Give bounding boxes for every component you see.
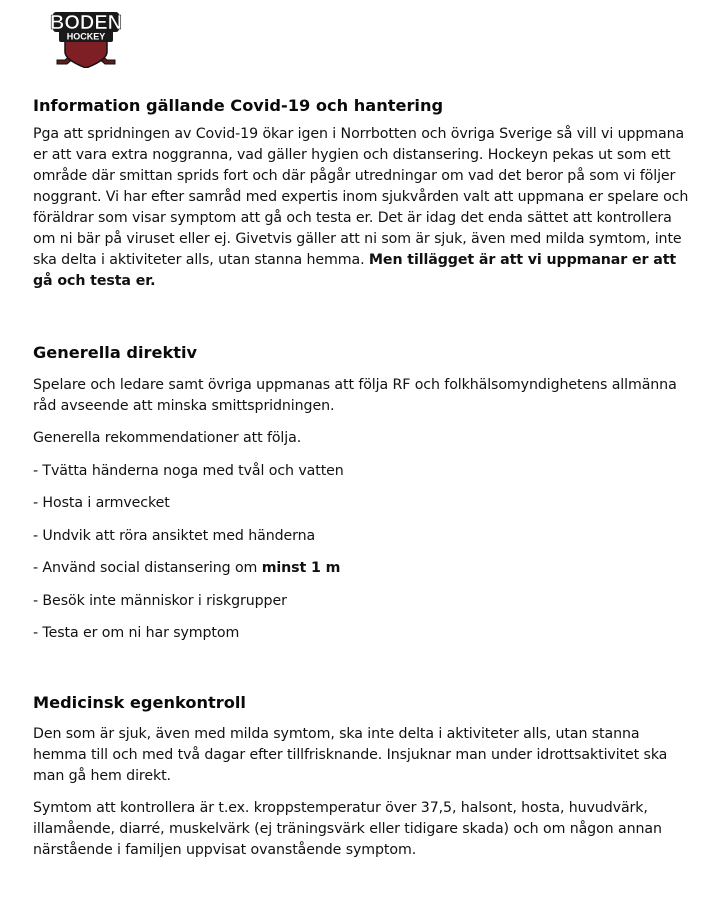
section-paragraph: Den som är sjuk, även med milda symtom, ska inte delta i aktiviteter alls, utan stanna hemma till och med två dagar efter tillfrisknande. Insjuknar man under idrottsaktivitet ska man gå hem direkt. (33, 726, 668, 784)
section-covid-info (33, 95, 693, 292)
section-paragraph: Spelare och ledare samt övriga uppmanas att följa RF och folkhälsomyndighetens allmänna råd avseende att minska smittspridningen. (33, 377, 677, 414)
shield-icon (65, 38, 107, 68)
list-item: - Tvätta händerna noga med tvål och vatten (33, 462, 344, 479)
list-item: - Testa er om ni har symptom (33, 625, 240, 641)
section-medical-selfcheck (33, 692, 693, 861)
logo-text-top: BODEN (49, 12, 123, 34)
recommendations-heading: Generella rekommendationer att följa. (33, 430, 302, 446)
list-item-text: - Använd social distansering om (33, 560, 258, 576)
list-item-bold-text: minst 1 m (261, 560, 341, 576)
section-general-directives (33, 342, 693, 644)
document-body (33, 95, 693, 861)
section-title: Medicinsk egenkontroll (33, 693, 246, 712)
list-item: - Undvik att röra ansiktet med händerna (33, 527, 316, 544)
section-paragraph (33, 124, 693, 292)
boden-hockey-logo (49, 8, 123, 68)
section-paragraph: Symtom att kontrollera är t.ex. kroppstemperatur över 37,5, halsont, hosta, huvudvärk, illamående, diarré, muskelvärk (ej träningsvärk eller tidigare skada) och om någon annan närstående i familjen uppvisat ovanstående symptom. (33, 800, 662, 858)
section-title: Information gällande Covid-19 och hantering (33, 96, 444, 115)
list-item (33, 558, 693, 579)
list-item: - Besök inte människor i riskgrupper (33, 592, 287, 609)
paragraph-bold-text: Men tillägget är att vi uppmanar er att gå och testa er. (33, 252, 677, 289)
logo-text-bottom: HOCKEY (66, 31, 106, 42)
section-title: Generella direktiv (33, 343, 198, 362)
paragraph-text: Pga att spridningen av Covid-19 ökar igen i Norrbotten och övriga Sverige så vill vi uppmana er att vara extra noggranna, vad gäller hygien och distansering. Hockeyn pekas ut som ett område där smittan sprids fort och där pågår utredningar om vad det beror på som vi följer noggrant. Vi har efter samråd med expertis inom sjukvården valt att uppmana er spelare och föräldrar som visar symptom att gå och testa er. Det är idag det enda sättet att kontrollera om ni bär på viruset eller ej. Givetvis gäller att ni som är sjuk, även med milda symtom, inte ska delta i aktiviteter alls, utan stanna hemma. (33, 126, 689, 268)
list-item: - Hosta i armvecket (33, 495, 170, 511)
